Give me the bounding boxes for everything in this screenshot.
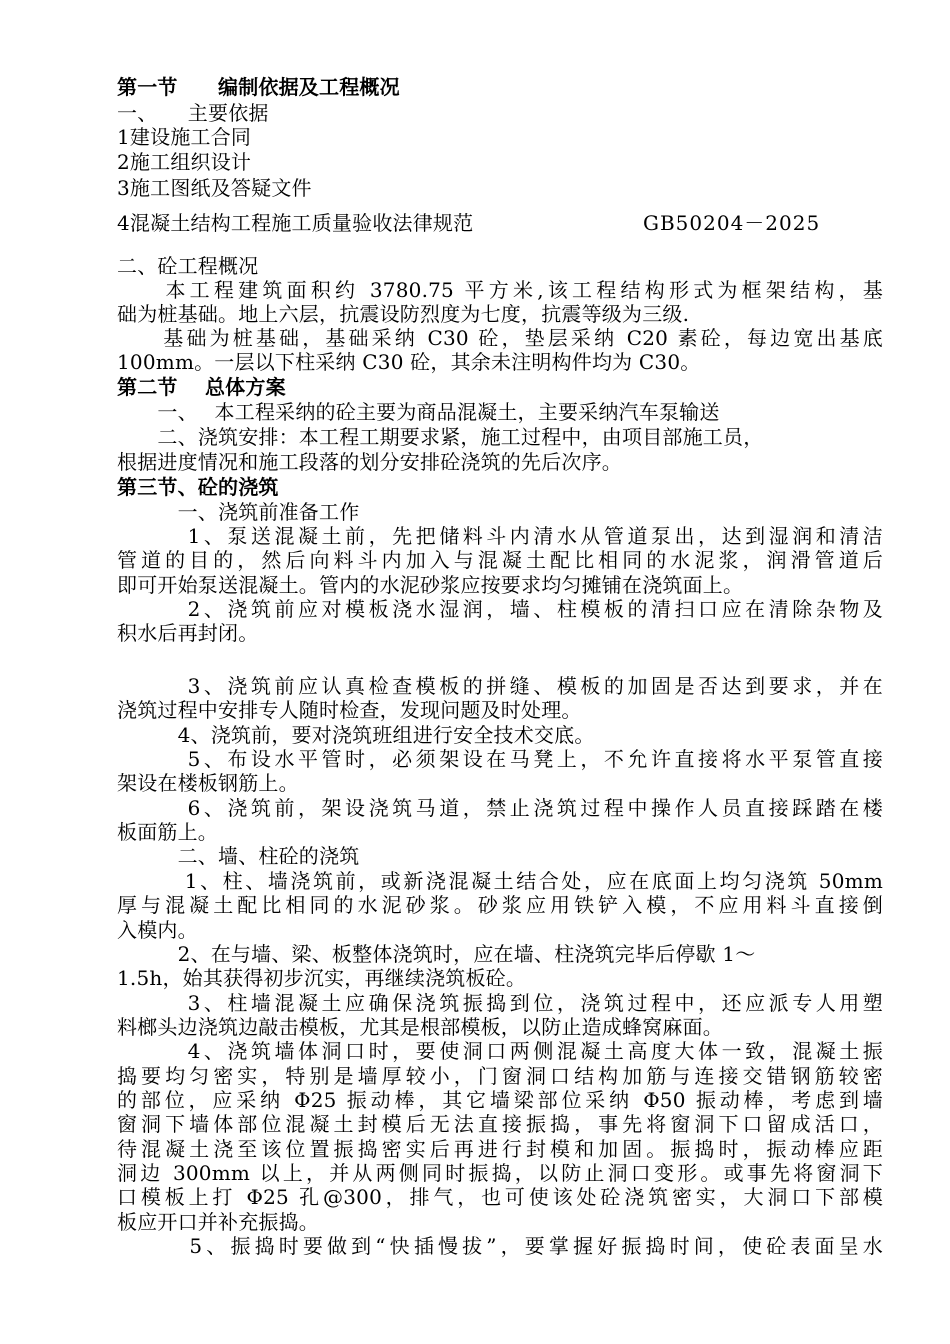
- body-line: 管道的目的，然后向料斗内加入与混凝土配比相同的水泥浆，润滑管道后: [117, 548, 883, 573]
- body-line: 厚与混凝土配比相同的水泥砂浆。砂浆应用铁铲入模，不应用料斗直接倒: [117, 893, 883, 918]
- basis-item-2: 2施工组织设计: [117, 150, 252, 174]
- plan-line: 根据进度情况和施工段落的划分安排砼浇筑的先后次序。: [117, 450, 622, 474]
- body-line: 5、布设水平管时，必须架设在马凳上，不允许直接将水平泵管直接: [117, 747, 883, 772]
- body-line: 1.5h，始其获得初步沉实，再继续浇筑板砼。: [117, 966, 527, 991]
- body-line: 捣要均匀密实，特别是墙厚较小，门窗洞口结构加筋与连接交错钢筋较密: [117, 1063, 883, 1088]
- standard-code: GB50204－2025: [643, 211, 821, 235]
- body-line: 1、泵送混凝土前，先把储料斗内清水从管道泵出，达到湿润和清洁: [117, 524, 883, 549]
- plan-line: 一、 本工程采纳的砼主要为商品混凝土，主要采纳汽车泵输送: [117, 400, 720, 424]
- basis-item-4: 4混凝土结构工程施工质量验收法律规范: [117, 211, 474, 235]
- body-line: 口模板上打 Φ25 孔@300，排气，也可使该处砼浇筑密实，大洞口下部模: [117, 1185, 883, 1210]
- body-line: 入模内。: [117, 917, 198, 942]
- body-line: 6、浇筑前，架设浇筑马道，禁止浇筑过程中操作人员直接踩踏在楼: [117, 795, 883, 820]
- body-line: 2、浇筑前应对模板浇水湿润，墙、柱模板的清扫口应在清除杂物及: [117, 596, 883, 621]
- body-line: 一、浇筑前准备工作: [117, 500, 360, 524]
- basis-item-3: 3施工图纸及答疑文件: [117, 176, 312, 200]
- body-line: 窗洞下墙体部位混凝土封模后无法直接振捣，事先将窗洞下口留成活口，: [117, 1112, 883, 1137]
- body-line: 洞边 300mm 以上，并从两侧同时振捣，以防止洞口变形。或事先将窗洞下: [117, 1161, 883, 1185]
- overview-line: 础为桩基础。地上六层，抗震设防烈度为七度，抗震等级为三级.: [117, 302, 690, 326]
- body-line: 3、柱墙混凝土应确保浇筑振捣到位，浇筑过程中，还应派专人用塑: [117, 990, 883, 1015]
- body-line: 料榔头边浇筑边敲击模板，尤其是根部模板，以防止造成蜂窝麻面。: [117, 1014, 723, 1039]
- basis-heading: 一、 主要依据: [117, 101, 269, 125]
- body-line: 板面筋上。: [117, 820, 218, 845]
- body-line: 架设在楼板钢筋上。: [117, 771, 299, 796]
- plan-line: 二、浇筑安排：本工程工期要求紧，施工过程中，由项目部施工员，: [117, 425, 764, 449]
- body-line: 二、墙、柱砼的浇筑: [117, 844, 360, 869]
- overview-line: 本工程建筑面积约 3780.75 平方米,该工程结构形式为框架结构，基: [117, 278, 883, 302]
- body-line: 4、浇筑墙体洞口时，要使洞口两侧混凝土高度大体一致，混凝土振: [117, 1039, 883, 1064]
- body-line: 即可开始泵送混凝土。管内的水泥砂浆应按要求均匀摊铺在浇筑面上。: [117, 572, 744, 597]
- body-line: 的部位，应采纳 Φ25 振动棒，其它墙梁部位采纳 Φ50 振动棒，考虑到墙: [117, 1087, 883, 1112]
- body-line: 3、浇筑前应认真检查模板的拼缝、模板的加固是否达到要求，并在: [117, 674, 883, 698]
- body-line: 浇筑过程中安排专人随时检查，发现问题及时处理。: [117, 698, 582, 723]
- body-line: 待混凝土浇至该位置振捣密实后再进行封模和加固。振捣时，振动棒应距: [117, 1136, 883, 1161]
- overview-heading: 二、砼工程概况: [117, 254, 259, 278]
- body-line: 板应开口并补充振捣。: [117, 1209, 319, 1234]
- body-line: 2、在与墙、梁、板整体浇筑时，应在墙、柱浇筑完毕后停歇 1～: [117, 941, 756, 966]
- section-1-title: 第一节 编制依据及工程概况: [117, 75, 400, 99]
- section-2-title: 第二节 总体方案: [117, 375, 286, 399]
- overview-line: 基础为桩基础，基础采纳 C30 砼，垫层采纳 C20 素砼，每边宽出基底: [117, 326, 883, 350]
- section-3-title: 第三节、砼的浇筑: [117, 475, 279, 499]
- body-line: 1、柱、墙浇筑前，或新浇混凝土结合处，应在底面上均匀浇筑 50mm: [117, 868, 883, 893]
- basis-item-1: 1建设施工合同: [117, 125, 252, 149]
- body-line: 积水后再封闭。: [117, 621, 259, 645]
- body-line: 5、振捣时要做到“快插慢拔”，要掌握好振捣时间，使砼表面呈水: [117, 1234, 883, 1259]
- body-line: 4、浇筑前，要对浇筑班组进行安全技术交底。: [117, 722, 595, 747]
- overview-line: 100mm。一层以下柱采纳 C30 砼，其余未注明构件均为 C30。: [117, 350, 701, 374]
